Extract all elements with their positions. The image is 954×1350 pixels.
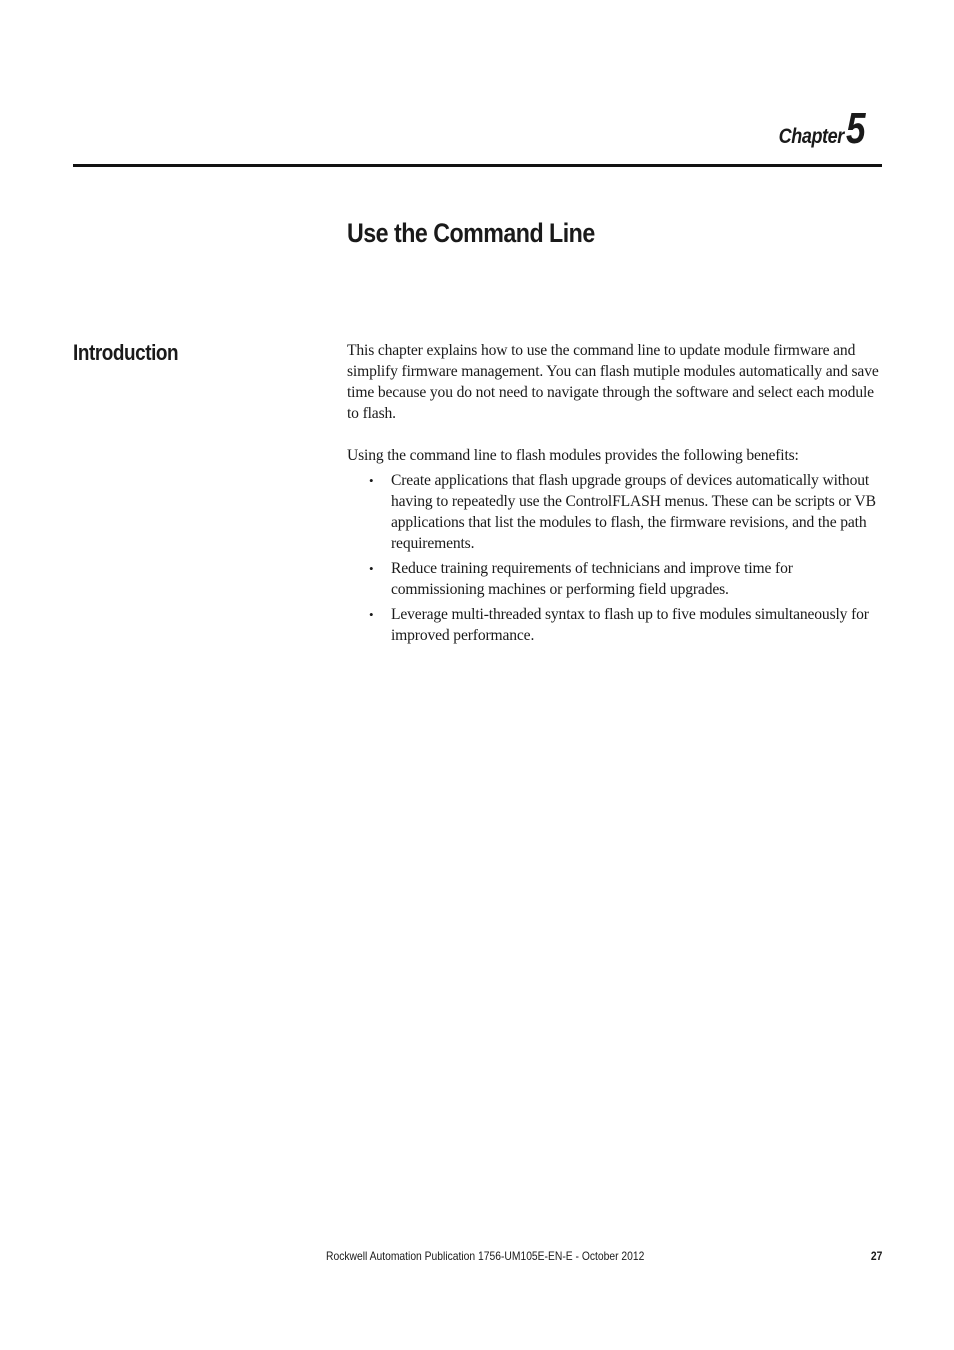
bullet-icon: • <box>369 607 374 622</box>
list-item <box>347 604 887 646</box>
page-number: 27 <box>870 1249 882 1263</box>
section-body <box>347 340 887 650</box>
benefits-lead-paragraph: Using the command line to flash modules provides the following benefits: <box>347 447 799 464</box>
list-item-text: Leverage multi-threaded syntax to flash up to five modules simultaneously for improved performance. <box>391 606 869 644</box>
intro-paragraph: This chapter explains how to use the command line to update module firmware and simplify firmware management. You can flash mutiple modules automatically and save time because you do not need to navigate through the software and select each module to flash. <box>347 342 879 422</box>
section-heading: Introduction <box>73 340 179 365</box>
bullet-icon: • <box>369 473 374 488</box>
chapter-number: 5 <box>846 104 866 153</box>
bullet-icon: • <box>369 561 374 576</box>
chapter-divider <box>73 164 882 167</box>
chapter-word: Chapter <box>778 125 845 148</box>
benefits-list <box>347 470 887 646</box>
list-item-text: Reduce training requirements of technicians and improve time for commissioning machines or performing field upgrades. <box>391 560 793 598</box>
list-item <box>347 470 887 554</box>
chapter-label <box>768 104 870 154</box>
list-item <box>347 558 887 600</box>
page-title: Use the Command Line <box>347 218 595 248</box>
list-item-text: Create applications that flash upgrade groups of devices automatically without having to repeatedly use the ControlFLASH menus. These can be scripts or VB applications that list the modules to flash, the firmware revisions, and the path requirements. <box>391 472 876 552</box>
publication-info: Rockwell Automation Publication 1756-UM105E-EN-E - October 2012 <box>326 1249 645 1263</box>
